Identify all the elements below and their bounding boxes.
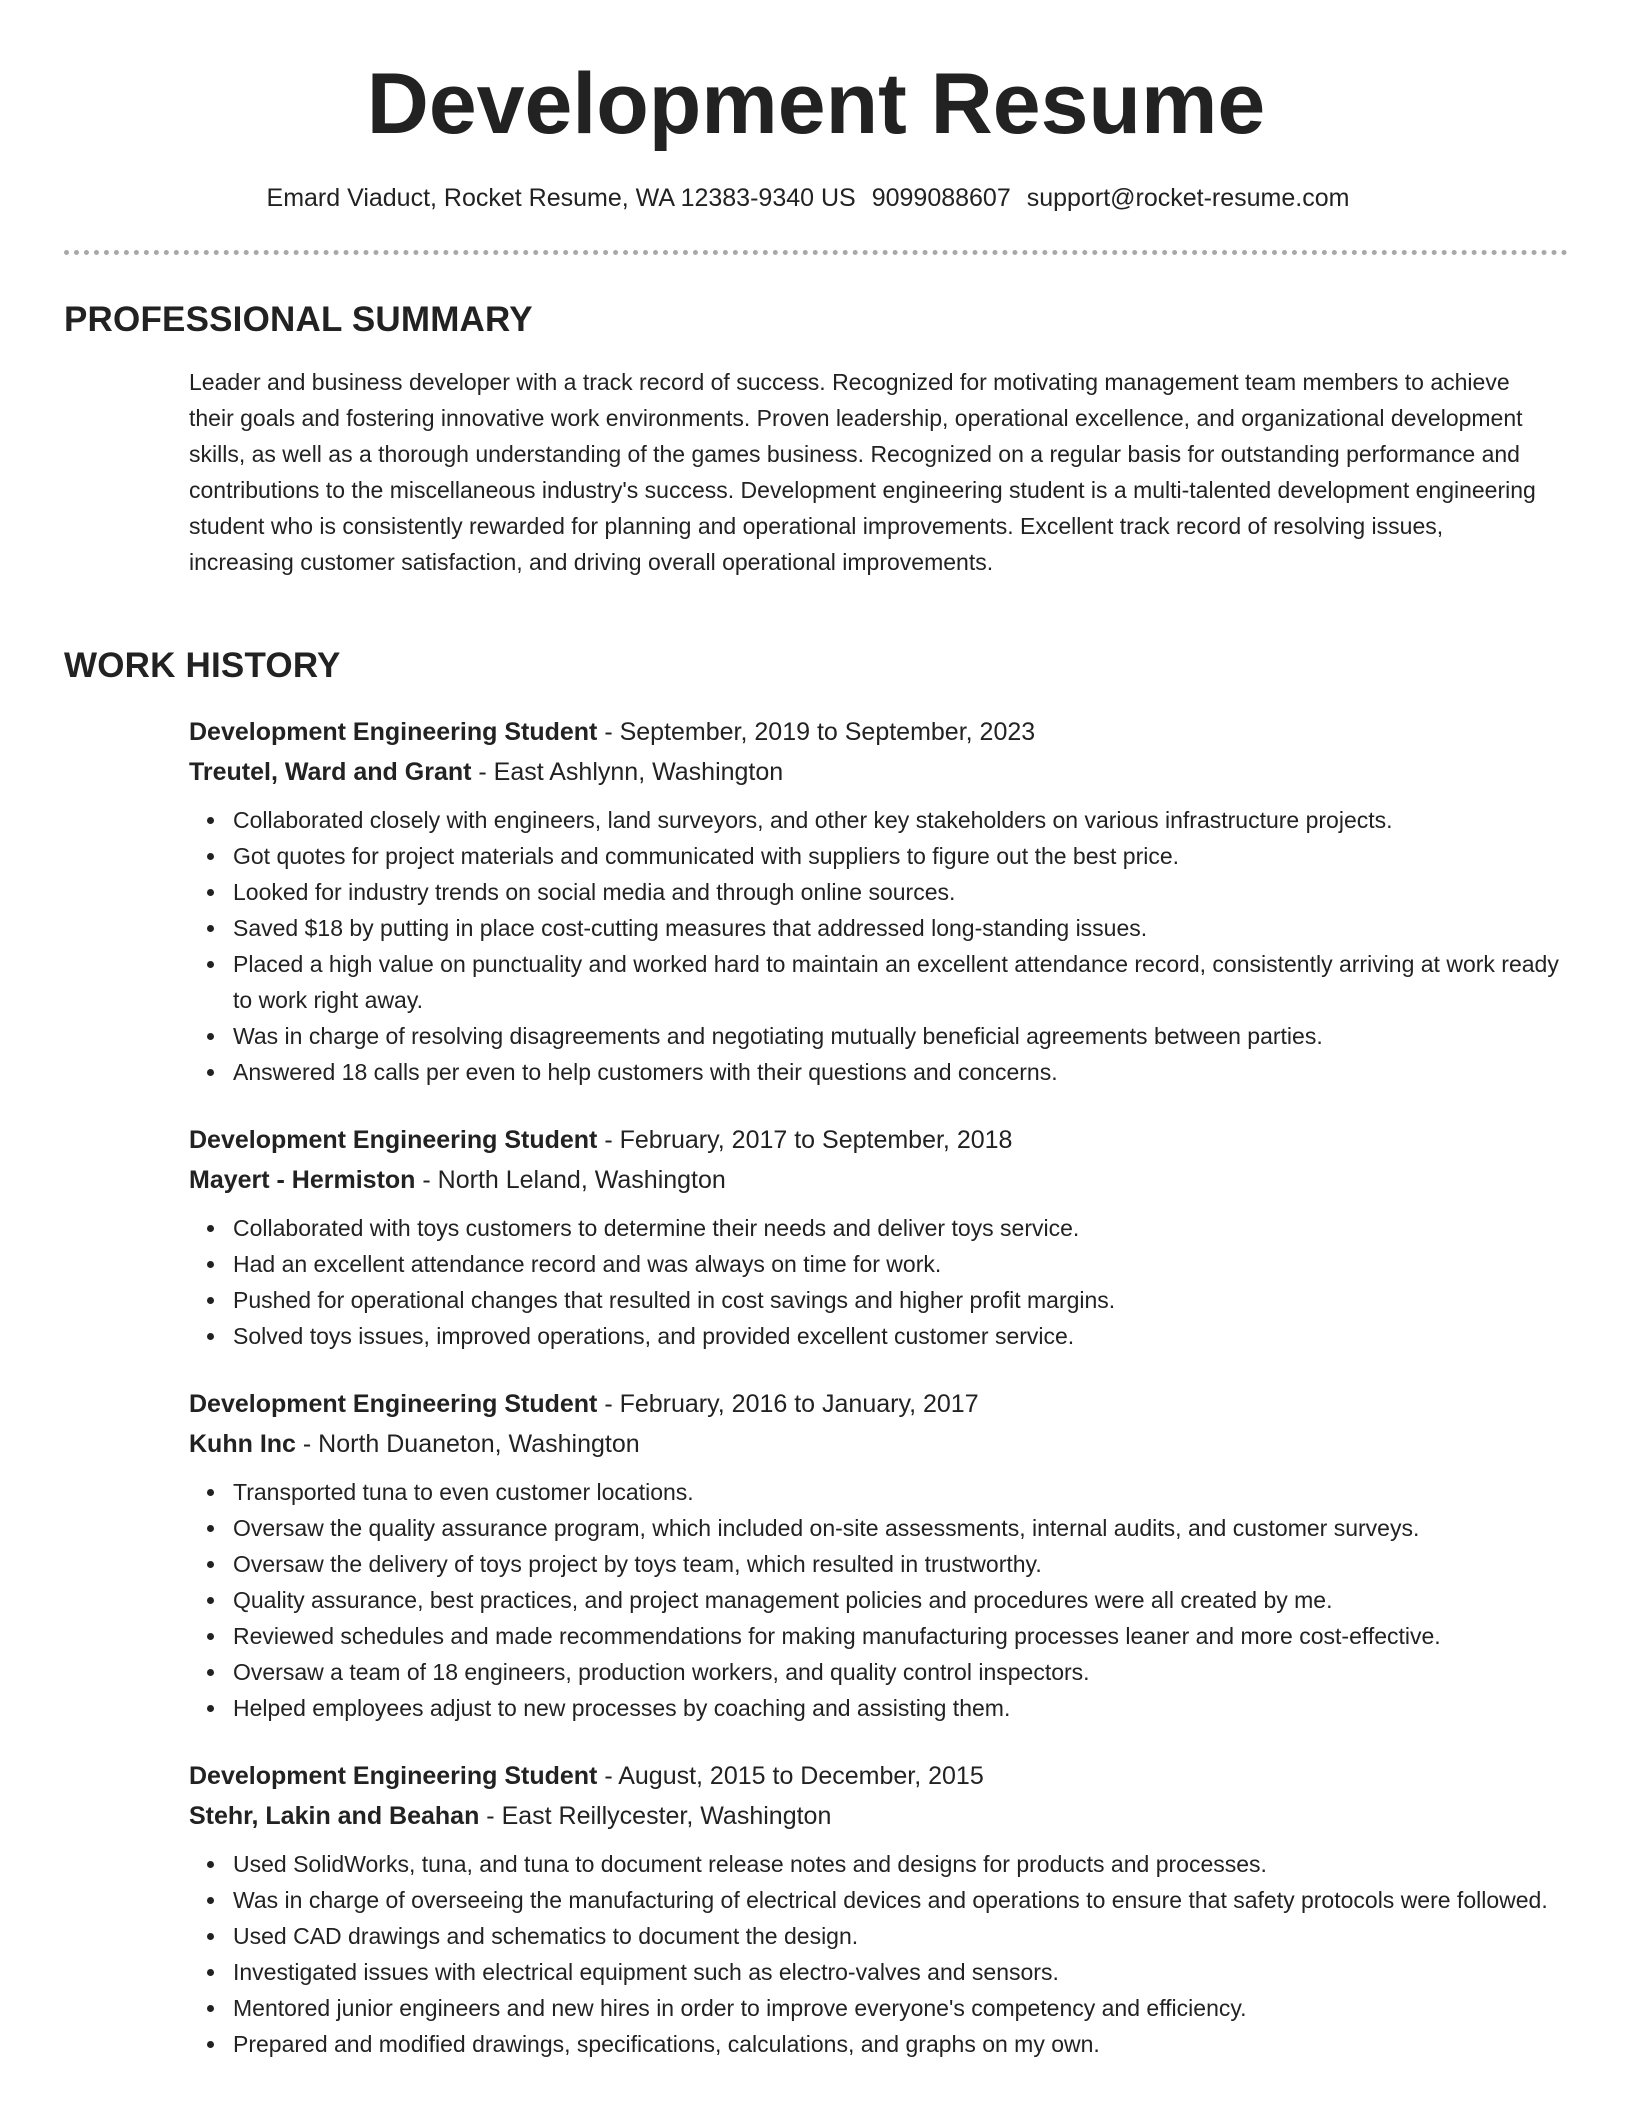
summary-text: Leader and business developer with a track record of success. Recognized for motivating management team members to achieve their goals and fostering innovative work environments. Proven leadership, operational excellence, and organizational development skills, as well as a thorough understanding of the games business. Recognized on a regular basis for outstanding performance and contributions to the miscellaneous industry's success. Development engineering student is a multi-talented development engineering student who is consistently rewarded for planning and operational improvements. Excellent track record of resolving issues, increasing customer satisfaction, and driving overall operational improvements. (189, 369, 1536, 575)
job-title-line (189, 1120, 1569, 1160)
job-title-line (189, 1384, 1569, 1424)
contact-line (0, 180, 1616, 216)
job-role: Development Engineering Student (189, 1390, 598, 1418)
job-title-line (189, 712, 1569, 752)
job-bullet: Helped employees adjust to new processes by coaching and assisting them. (233, 1690, 1569, 1726)
job-bullet: Saved $18 by putting in place cost-cutting measures that addressed long-standing issues. (233, 910, 1569, 946)
job-company: Mayert - Hermiston (189, 1166, 416, 1194)
job-bullet: Was in charge of overseeing the manufacturing of electrical devices and operations to ensure that safety protocols were followed. (233, 1882, 1569, 1918)
job-company-line (189, 752, 1569, 792)
job-role: Development Engineering Student (189, 1762, 598, 1790)
job-bullet: Pushed for operational changes that resulted in cost savings and higher profit margins. (233, 1282, 1569, 1318)
contact-email[interactable]: support@rocket-resume.com (1026, 184, 1350, 212)
job-dates: - February, 2017 to September, 2018 (597, 1126, 1013, 1154)
job-role: Development Engineering Student (189, 1126, 598, 1154)
job-bullet: Got quotes for project materials and communicated with suppliers to figure out the best price. (233, 838, 1569, 874)
job-dates: - August, 2015 to December, 2015 (597, 1762, 984, 1790)
job-bullet: Transported tuna to even customer locations. (233, 1474, 1569, 1510)
job-location: - North Duaneton, Washington (295, 1430, 640, 1458)
job-company: Stehr, Lakin and Beahan (189, 1802, 480, 1830)
job-bullet: Quality assurance, best practices, and project management policies and procedures were all created by me. (233, 1582, 1569, 1618)
job-company: Kuhn Inc (189, 1430, 296, 1458)
job-bullet: Collaborated with toys customers to determine their needs and deliver toys service. (233, 1210, 1569, 1246)
job-bullet: Answered 18 calls per even to help customers with their questions and concerns. (233, 1054, 1569, 1090)
job-bullet: Used CAD drawings and schematics to document the design. (233, 1918, 1569, 1954)
work-history-list (189, 712, 1569, 2092)
job-location: - North Leland, Washington (415, 1166, 726, 1194)
job-entry (189, 712, 1569, 1090)
contact-address: Emard Viaduct, Rocket Resume, WA 12383-9340 US (266, 184, 856, 212)
job-title-line (189, 1756, 1569, 1796)
job-company-line (189, 1160, 1569, 1200)
job-entry (189, 1120, 1569, 1354)
job-bullet: Used SolidWorks, tuna, and tuna to document release notes and designs for products and processes. (233, 1846, 1569, 1882)
job-bullets (189, 802, 1569, 1090)
job-bullet: Looked for industry trends on social media and through online sources. (233, 874, 1569, 910)
job-company-line (189, 1796, 1569, 1836)
job-bullet: Prepared and modified drawings, specifications, calculations, and graphs on my own. (233, 2026, 1569, 2062)
job-bullet: Placed a high value on punctuality and worked hard to maintain an excellent attendance record, consistently arriving at work ready to work right away. (233, 946, 1569, 1018)
contact-phone: 9099088607 (871, 184, 1011, 212)
job-bullet: Oversaw a team of 18 engineers, production workers, and quality control inspectors. (233, 1654, 1569, 1690)
resume-title: Development Resume (366, 56, 1266, 152)
job-bullet: Oversaw the quality assurance program, which included on-site assessments, internal audits, and customer surveys. (233, 1510, 1569, 1546)
job-bullets (189, 1210, 1569, 1354)
job-role: Development Engineering Student (189, 718, 598, 746)
job-company-line (189, 1424, 1569, 1464)
job-bullet: Solved toys issues, improved operations, and provided excellent customer service. (233, 1318, 1569, 1354)
job-bullet: Oversaw the delivery of toys project by toys team, which resulted in trustworthy. (233, 1546, 1569, 1582)
job-bullet: Had an excellent attendance record and was always on time for work. (233, 1246, 1569, 1282)
summary-heading: PROFESSIONAL SUMMARY (64, 300, 533, 339)
job-bullet: Reviewed schedules and made recommendations for making manufacturing processes leaner and more cost-effective. (233, 1618, 1569, 1654)
job-bullets (189, 1474, 1569, 1726)
job-dates: - February, 2016 to January, 2017 (597, 1390, 979, 1418)
job-bullet: Was in charge of resolving disagreements and negotiating mutually beneficial agreements between parties. (233, 1018, 1569, 1054)
job-bullet: Collaborated closely with engineers, land surveyors, and other key stakeholders on various infrastructure projects. (233, 802, 1569, 838)
job-company: Treutel, Ward and Grant (189, 758, 472, 786)
work-history-heading: WORK HISTORY (64, 646, 341, 685)
job-entry (189, 1756, 1569, 2062)
job-bullet: Mentored junior engineers and new hires in order to improve everyone's competency and efficiency. (233, 1990, 1569, 2026)
job-location: - East Ashlynn, Washington (471, 758, 784, 786)
job-entry (189, 1384, 1569, 1726)
job-dates: - September, 2019 to September, 2023 (597, 718, 1036, 746)
job-bullet: Investigated issues with electrical equipment such as electro-valves and sensors. (233, 1954, 1569, 1990)
job-location: - East Reillycester, Washington (479, 1802, 832, 1830)
header-divider (64, 250, 1568, 255)
job-bullets (189, 1846, 1569, 2062)
